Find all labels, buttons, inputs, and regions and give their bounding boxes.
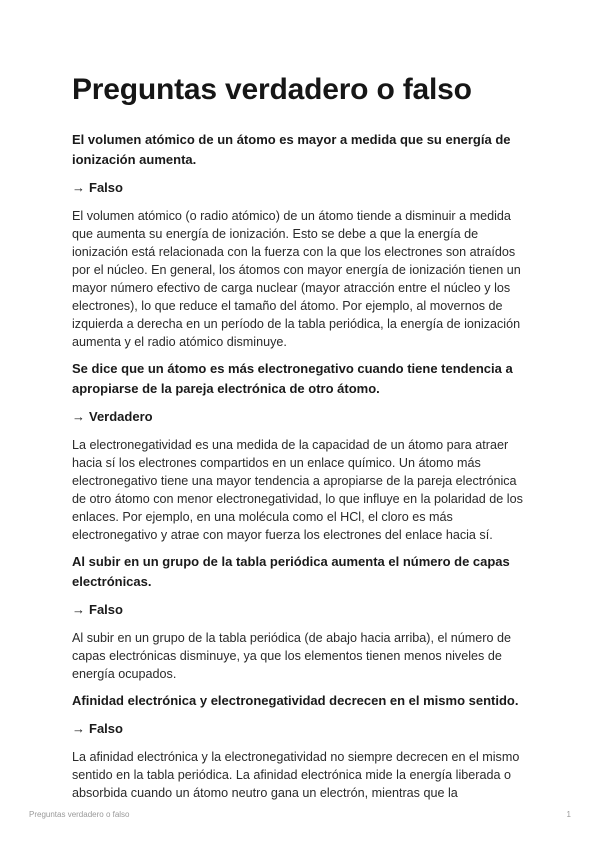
answer-line [72,178,528,198]
arrow-right-icon: → [72,602,85,617]
explanation-text: La electronegatividad es una medida de la capacidad de un átomo para atraer hacia sí los electrones compartidos en un enlace químico. Un átomo más electronegativo tiene una mayor tendencia a apropiarse de la pareja electrónica de otro átomo con menor electronegatividad, lo que influye en la polaridad de los enlaces. Por ejemplo, en una molécula como el HCl, el cloro es más electronegativo y atrae con mayor fuerza los electrones del enlace hacia sí. [72,438,523,542]
question-text: El volumen atómico de un átomo es mayor a medida que su energía de ionización aumenta. [72,132,511,167]
arrow-right-icon: → [72,721,85,736]
answer-line [72,407,528,427]
explanation-text: El volumen atómico (o radio atómico) de un átomo tiende a disminuir a medida que aumenta su energía de ionización. Esto se debe a que la energía de ionización está relacionada con la fuerza con la que los electrones son atraídos por el núcleo. En general, los átomos con mayor energía de ionización tienen un mayor número efectivo de carga nuclear (mayor atracción entre el núcleo y los electrones), lo que reduce el tamaño del átomo. Por ejemplo, al movernos de izquierda a derecha en un período de la tabla periódica, la energía de ionización aumenta y el radio atómico disminuye. [72,209,521,349]
document-page [72,70,528,810]
arrow-right-icon: → [72,180,85,195]
answer-line [72,719,528,739]
question-text: Afinidad electrónica y electronegatividad decrecen en el mismo sentido. [72,693,519,708]
question-text: Se dice que un átomo es más electronegativo cuando tiene tendencia a apropiarse de la pareja electrónica de otro átomo. [72,361,513,396]
qa-item [72,130,528,351]
answer-label: Falso [89,721,123,736]
arrow-right-icon: → [72,409,85,424]
answer-label: Falso [89,180,123,195]
page-number: 1 [566,810,571,819]
footer-title: Preguntas verdadero o falso [29,810,130,819]
qa-item [72,691,528,802]
explanation-text: Al subir en un grupo de la tabla periódica (de abajo hacia arriba), el número de capas electrónicas disminuye, ya que los elementos tienen menos niveles de energía ocupados. [72,631,511,681]
explanation-text: La afinidad electrónica y la electronegatividad no siempre decrecen en el mismo sentido en la tabla periódica. La afinidad electrónica mide la energía liberada o absorbida cuando un átomo neutro gana un electrón, mientras que la [72,750,520,800]
question-text: Al subir en un grupo de la tabla periódica aumenta el número de capas electrónicas. [72,554,510,589]
page-footer [29,810,571,819]
qa-item [72,552,528,683]
qa-item [72,359,528,544]
page-title: Preguntas verdadero o falso [72,73,472,106]
answer-line [72,600,528,620]
answer-label: Verdadero [89,409,153,424]
answer-label: Falso [89,602,123,617]
